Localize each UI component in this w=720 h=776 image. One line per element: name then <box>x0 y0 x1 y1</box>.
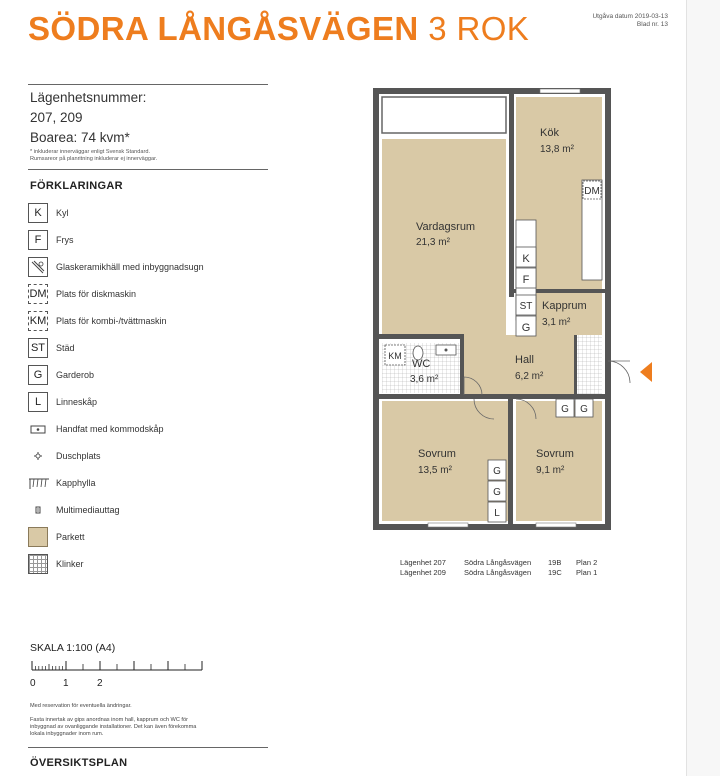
room-name-kitchen: Kök <box>540 127 559 139</box>
legend-symbol-g: G <box>28 365 48 385</box>
wall-living-wc <box>376 334 462 339</box>
wall-bedrooms <box>508 394 513 527</box>
legend-label: Handfat med kommodskåp <box>56 424 164 434</box>
area-note-line2: Rumsareor på planritning inkluderar ej innerväggar. <box>30 156 158 162</box>
legend-item-washing-machine <box>28 311 288 331</box>
entrance-arrow-icon <box>640 362 652 382</box>
symbol-k: K <box>522 253 530 265</box>
legend-label: Frys <box>56 235 74 245</box>
legend-symbol-km: KM <box>28 311 48 331</box>
scale-numbers <box>30 678 230 692</box>
apartment-numbers: 207, 209 <box>30 110 83 125</box>
legend-symbol-dm: DM <box>28 284 48 304</box>
legend-symbol-l: L <box>28 392 48 412</box>
symbol-g: G <box>580 404 588 415</box>
ceiling-note-line2: inbyggnad av ovanliggande installationer. Det kan även förekomma <box>30 724 197 730</box>
symbol-km: KM <box>388 351 402 361</box>
overview-heading: ÖVERSIKTSPLAN <box>30 757 128 769</box>
divider-overview <box>28 747 268 748</box>
legend-item-coat-rack <box>28 473 288 493</box>
room-area-kitchen: 13,8 m² <box>540 144 574 155</box>
wall-wc-hall <box>460 334 464 396</box>
wall-hall-bedroom2 <box>513 394 608 399</box>
balcony <box>382 97 506 133</box>
symbol-l: L <box>494 508 500 519</box>
title-rooms: 3 ROK <box>428 10 530 47</box>
legend-item-cleaning <box>28 338 288 358</box>
symbol-g: G <box>493 466 501 477</box>
room-area-living: 21,3 m² <box>416 237 450 248</box>
living-area: Boarea: 74 kvm* <box>30 130 130 145</box>
room-name-closet-room: Kapprum <box>542 300 587 312</box>
scale-mark-2: 2 <box>97 678 103 689</box>
apartment-street-number: 19B <box>548 558 562 567</box>
legend-symbol-k: K <box>28 203 48 223</box>
scale-bar <box>30 642 230 689</box>
legend-label: Linneskåp <box>56 397 98 407</box>
legend-item-tiles <box>28 554 288 574</box>
apartment-label: Lägenhet 209 <box>400 568 446 577</box>
legend-item-freezer <box>28 230 288 250</box>
wall-wc-bedroom <box>376 394 510 399</box>
legend-item-stove <box>28 257 288 277</box>
reservation-note: Med reservation för eventuella ändringar. <box>30 703 132 709</box>
room-area-closet-room: 3,1 m² <box>542 317 571 328</box>
washbasin-icon <box>28 419 48 439</box>
room-name-hall: Hall <box>515 354 534 366</box>
legend-label: Plats för diskmaskin <box>56 289 137 299</box>
window-kitchen <box>540 89 580 93</box>
legend-item-washbasin <box>28 419 288 439</box>
legend-item-parquet <box>28 527 288 547</box>
divider-legend <box>28 169 268 170</box>
page-title <box>28 10 529 48</box>
symbol-st: ST <box>519 301 533 312</box>
ceiling-note-line3: lokala inbyggnader inom rum. <box>30 731 104 737</box>
legend-label: Kyl <box>56 208 69 218</box>
divider-top <box>28 84 268 85</box>
legend-item-dishwasher <box>28 284 288 304</box>
legend-label: Glaskeramikhäll med inbyggnadsugn <box>56 262 204 272</box>
entrance-floor <box>576 335 602 395</box>
coat-rack-icon <box>28 473 48 493</box>
legend-label: Duschplats <box>56 451 101 461</box>
sheet-number: Blad nr. 13 <box>636 21 668 28</box>
room-area-bedroom-1: 13,5 m² <box>418 465 452 476</box>
apartment-street: Södra Långåsvägen <box>464 568 532 577</box>
wall-kitchen-living <box>509 91 514 297</box>
legend-label: Kapphylla <box>56 478 96 488</box>
room-name-bedroom-2: Sovrum <box>536 448 574 460</box>
door-entrance <box>608 361 630 383</box>
window-bedroom-1 <box>428 523 468 527</box>
legend-symbol-st: ST <box>28 338 48 358</box>
legend-item-media-outlet <box>28 500 288 520</box>
shower-icon <box>28 446 48 466</box>
apartment-floor: Plan 1 <box>576 568 598 577</box>
symbol-g: G <box>493 487 501 498</box>
room-name-wc: WC <box>412 358 431 370</box>
apartment-street-number: 19C <box>548 568 562 577</box>
room-name-bedroom-1: Sovrum <box>418 448 456 460</box>
issue-date: Utgåva datum 2019-03-13 <box>592 13 668 20</box>
page-edge <box>686 0 720 776</box>
scale-mark-1: 1 <box>63 678 69 689</box>
room-area-wc: 3,6 m² <box>410 374 439 385</box>
legend-symbol-f: F <box>28 230 48 250</box>
title-street: SÖDRA LÅNGÅSVÄGEN <box>28 10 419 47</box>
symbol-dm: DM <box>584 186 600 197</box>
apartment-row <box>400 558 640 568</box>
legend-item-fridge <box>28 203 288 223</box>
legend-label: Plats för kombi-/tvättmaskin <box>56 316 167 326</box>
legend-item-shower <box>28 446 288 466</box>
document-meta <box>560 13 668 29</box>
symbol-g: G <box>521 322 531 334</box>
room-area-bedroom-2: 9,1 m² <box>536 465 565 476</box>
room-area-hall: 6,2 m² <box>515 371 544 382</box>
ceiling-note <box>30 717 270 738</box>
apartment-table <box>400 558 640 578</box>
legend-item-linen <box>28 392 288 412</box>
wall-entrance <box>574 335 577 395</box>
tile-swatch <box>28 554 48 574</box>
stove-icon <box>28 257 48 277</box>
apartment-floor: Plan 2 <box>576 558 598 567</box>
legend-label: Städ <box>56 343 75 353</box>
scale-mark-0: 0 <box>30 678 36 689</box>
apartment-street: Södra Långåsvägen <box>464 558 532 567</box>
floor-plan <box>370 85 660 545</box>
area-note <box>30 149 250 163</box>
apartment-number-label: Lägenhetsnummer: <box>30 90 147 105</box>
ceiling-note-line1: Fasta innertak av gips anordnas inom hall, kapprum och WC för <box>30 717 188 723</box>
area-note-line1: * inkluderar innerväggar enligt Svensk Standard. <box>30 149 151 155</box>
apartment-row <box>400 568 640 578</box>
parquet-swatch <box>28 527 48 547</box>
scale-ruler <box>30 658 210 676</box>
legend-item-wardrobe <box>28 365 288 385</box>
apartment-label: Lägenhet 207 <box>400 558 446 567</box>
symbol-g: G <box>561 404 569 415</box>
scale-label: SKALA 1:100 (A4) <box>30 642 116 654</box>
window-bedroom-2 <box>536 523 576 527</box>
media-outlet-icon <box>28 500 48 520</box>
symbol-f: F <box>522 274 530 286</box>
room-name-living: Vardagsrum <box>416 221 476 233</box>
legend-label: Parkett <box>56 532 85 542</box>
legend-label: Garderob <box>56 370 95 380</box>
bedroom-2-floor <box>516 401 602 521</box>
washbasin-drain <box>445 349 448 352</box>
legend-heading: FÖRKLARINGAR <box>30 180 123 192</box>
legend-label: Multimediauttag <box>56 505 120 515</box>
legend-label: Klinker <box>56 559 84 569</box>
